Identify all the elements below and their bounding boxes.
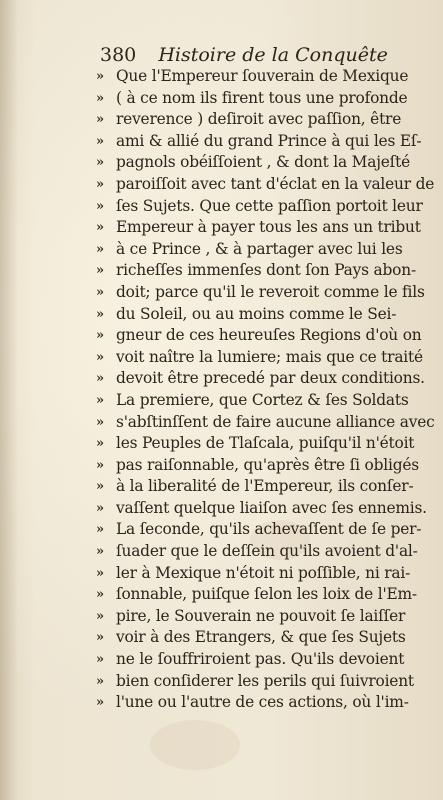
text-line [96,519,439,541]
line-text: doit; parce qu'il le reveroit comme le fils [116,282,425,301]
paper-stain [150,720,240,770]
quotation-mark: » [96,133,105,149]
line-text: voir à des Etrangers, & que ſes Sujets [116,628,406,647]
quotation-mark: » [96,544,105,560]
line-text: ſuader que le deſſein qu'ils avoient d'al- [116,542,418,561]
quotation-mark: » [96,69,105,84]
line-text: Empereur à payer tous les ans un tribut [116,218,421,237]
text-line [96,109,439,131]
quotation-mark: » [96,176,105,192]
text-line [96,196,439,218]
quotation-mark: » [96,522,105,538]
text-line [96,649,439,671]
text-line [96,131,439,153]
line-text: à la liberalité de l'Empereur, ils conſer- [116,477,414,496]
quotation-mark: » [96,436,105,452]
quotation-mark: » [96,90,105,106]
line-text: pas raiſonnable, qu'après être ſi obligés [116,455,419,474]
quotation-mark: » [96,608,105,624]
text-line [96,152,439,174]
text-line [96,692,439,714]
line-text: paroiſſoit avec tant d'éclat en la valeur de [116,174,435,193]
quotation-mark: » [96,695,105,711]
line-text: vaſſent quelque liaiſon avec ſes ennemis. [116,498,427,517]
running-title: Histoire de la Conquête [158,44,388,66]
line-text: ler à Mexique n'étoit ni poſſible, ni rai- [116,563,411,582]
text-line [96,563,439,585]
quotation-mark: » [96,673,105,689]
quotation-mark: » [96,306,105,322]
text-line [96,174,439,196]
text-line [96,88,439,110]
quotation-mark: » [96,457,105,473]
line-text: ſonnable, puiſque ſelon les loix de l'Em- [116,585,417,604]
line-text: s'abſtinſſent de faire aucune alliance avec [116,412,435,431]
line-text: La ſeconde, qu'ils achevaſſent de ſe per- [116,520,422,539]
line-text: l'une ou l'autre de ces actions, où l'im- [116,693,409,712]
line-text: à ce Prince , & à partager avec lui les [116,239,403,258]
quotation-mark: » [96,349,105,365]
quotation-mark: » [96,155,105,171]
line-text: pagnols obéiſſoient , & dont la Majeſté [116,153,411,172]
quotation-mark: » [96,500,105,516]
text-line [96,455,439,477]
text-line [96,671,439,693]
text-line [96,217,439,239]
line-text: ne le ſouffriroient pas. Qu'ils devoient [116,650,405,669]
text-line [96,260,439,282]
quotation-mark: » [96,263,105,279]
quotation-mark: » [96,652,105,668]
text-line [96,368,439,390]
line-text: ( à ce nom ils firent tous une profonde [116,88,408,107]
text-line [96,476,439,498]
line-text: Que l'Empereur ſouverain de Mexique [116,67,409,85]
quotation-mark: » [96,198,105,214]
line-text: les Peuples de Tlaſcala, puiſqu'il n'étoit [116,434,415,453]
line-text: devoit être precedé par deux conditions. [116,369,425,388]
body-text [96,66,439,714]
gutter-shadow [0,0,18,800]
quotation-mark: » [96,220,105,236]
text-line [96,282,439,304]
line-text: voit naître la lumiere; mais que ce traité [116,347,423,366]
text-line [96,66,439,88]
line-text: reverence ) deſiroit avec paſſion, être [116,110,402,129]
page-number: 380 [100,44,137,66]
line-text: gneur de ces heureuſes Regions d'où on [116,326,422,345]
quotation-mark: » [96,630,105,646]
text-line [96,412,439,434]
text-line [96,498,439,520]
line-text: bien conſiderer les perils qui ſuivroient [116,671,414,690]
quotation-mark: » [96,565,105,581]
line-text: La premiere, que Cortez & ſes Soldats [116,390,409,409]
quotation-mark: » [96,284,105,300]
line-text: pire, le Souverain ne pouvoit ſe laiſſer [116,606,406,625]
text-line [96,606,439,628]
quotation-mark: » [96,479,105,495]
text-line [96,584,439,606]
quotation-mark: » [96,112,105,128]
text-line [96,347,439,369]
quotation-mark: » [96,371,105,387]
text-line [96,433,439,455]
text-line [96,627,439,649]
text-line [96,325,439,347]
text-line [96,304,439,326]
quotation-mark: » [96,392,105,408]
text-line [96,541,439,563]
quotation-mark: » [96,241,105,257]
line-text: ſes Sujets. Que cette paſſion portoit leur [116,196,423,215]
text-line [96,390,439,412]
quotation-mark: » [96,414,105,430]
quotation-mark: » [96,328,105,344]
line-text: du Soleil, ou au moins comme le Sei- [116,304,397,323]
line-text: ami & allié du grand Prince à qui les Eſ- [116,131,422,150]
text-line [96,239,439,261]
quotation-mark: » [96,587,105,603]
line-text: richeſſes immenſes dont ſon Pays abon- [116,261,416,280]
